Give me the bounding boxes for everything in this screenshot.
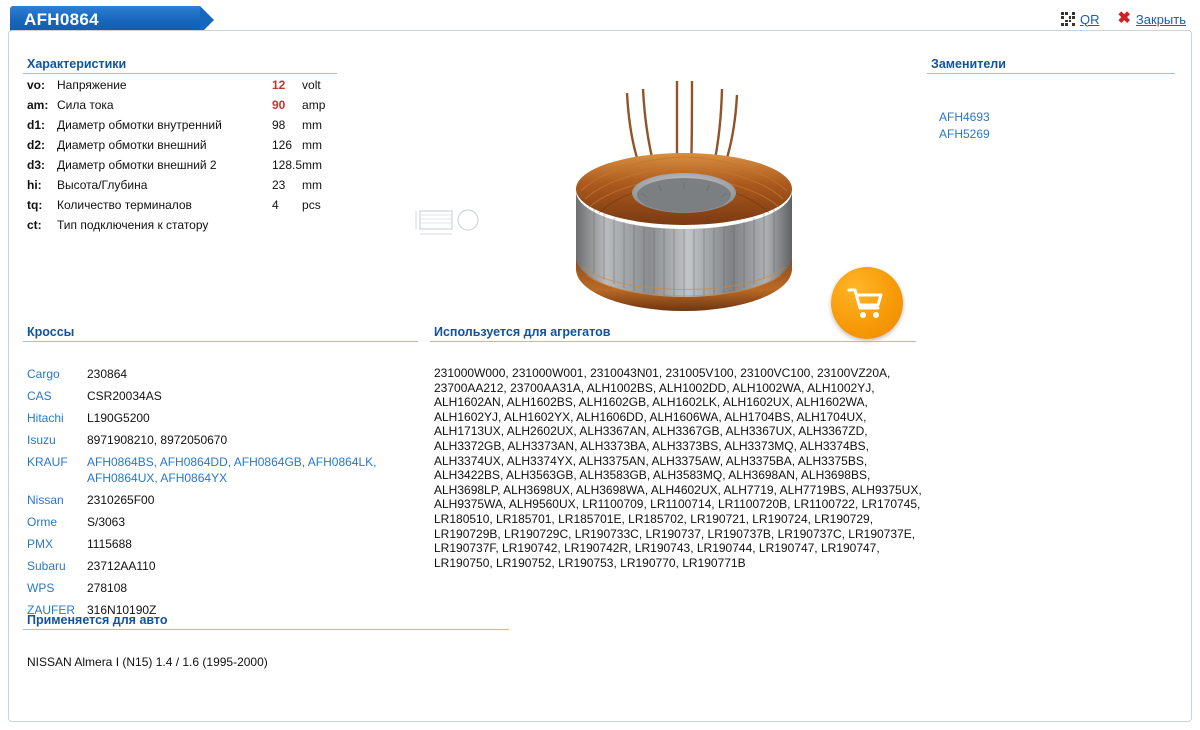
table-row (27, 95, 325, 115)
substitutes-list (939, 109, 990, 143)
char-label: Высота/Глубина (57, 178, 148, 192)
char-unit: mm (302, 158, 323, 172)
char-key: ct: (27, 218, 42, 232)
cross-brand[interactable]: ZAUFER (27, 603, 75, 617)
close-label[interactable]: Закрыть (1135, 11, 1186, 27)
cross-brand[interactable]: CAS (27, 389, 52, 403)
cross-brand[interactable]: Subaru (27, 559, 66, 573)
cross-brand[interactable]: Hitachi (27, 411, 64, 425)
char-key: d1: (27, 118, 45, 132)
char-key: tq: (27, 198, 43, 212)
cross-values: CSR20034AS (87, 389, 162, 403)
cross-values: 23712AA110 (87, 559, 156, 573)
char-key: d2: (27, 138, 45, 152)
crosses-heading: Кроссы (27, 325, 75, 339)
char-unit: amp (302, 98, 326, 112)
cross-brand[interactable]: PMX (27, 537, 54, 551)
table-row (27, 555, 432, 577)
char-label: Диаметр обмотки внутренний (57, 118, 222, 132)
char-unit: mm (302, 118, 323, 132)
char-label: Напряжение (57, 78, 127, 92)
cross-values: S/3063 (87, 515, 126, 529)
cross-brand[interactable]: KRAUF (27, 455, 68, 469)
cross-values: 278108 (87, 581, 128, 595)
characteristics-rule (23, 73, 337, 74)
cart-icon (847, 285, 887, 321)
table-row (27, 155, 325, 175)
dimension-thumbnail[interactable] (414, 203, 484, 239)
close-button[interactable] (1118, 11, 1186, 27)
char-label: Диаметр обмотки внешний 2 (57, 158, 217, 172)
cross-values: 2310265F00 (87, 493, 155, 507)
table-row (27, 451, 432, 489)
applies-rule (23, 629, 509, 630)
char-value: 98 (272, 118, 286, 132)
char-unit: volt (302, 78, 321, 92)
substitutes-rule (927, 73, 1175, 74)
cross-brand[interactable]: Orme (27, 515, 57, 529)
cross-brand[interactable]: Cargo (27, 367, 60, 381)
table-row (27, 533, 432, 555)
char-label: Тип подключения к статору (57, 218, 209, 232)
cross-values: 1115688 (87, 537, 132, 551)
table-row (27, 135, 325, 155)
aggregates-text: 231000W000, 231000W001, 2310043N01, 231005V100, 23100VC100, 23100VZ20A, 23700AA212, 23700AA31A, ALH1002BS, ALH1002DD, ALH1002WA, ALH1002YJ, ALH1602AN, ALH1602BS, ALH1602GB, ALH1602LK, ALH1602UX, ALH1602WA, ALH1602YJ, ALH1602YX, ALH1606DD, ALH1606WA, ALH1704BS, ALH1704UX, ALH1713UX, ALH2602UX, ALH3367AN, ALH3367GB, ALH3367UX, ALH3367ZD, ALH3372GB, ALH3373AN, ALH3373BA, ALH3373BS, ALH3373MQ, ALH3374BS, ALH3374UX, ALH3374YX, ALH3375AN, ALH3375AW, ALH3375BA, ALH3375BS, ALH3422BS, ALH3563GB, ALH3583GB, ALH3583MQ, ALH3698AN, ALH3698BS, ALH3698LP, ALH3698UX, ALH3698WA, ALH4602UX, ALH7719, ALH7719BS, ALH9375UX, ALH9375WA, ALH9560UX, LR1100709, LR1100714, LR1100720B, LR1100722, LR170745, LR180510, LR185701, LR185701E, LR185702, LR190721, LR190724, LR190729, LR190729B, LR190729C, LR190733C, LR190737, LR190737B, LR190737C, LR190737E, LR190737F, LR190742, LR190742R, LR190743, LR190744, LR190747, LR190747, LR190750, LR190752, LR190753, LR190770, LR190771B (434, 366, 922, 570)
table-row (27, 363, 432, 385)
characteristics-heading: Характеристики (27, 57, 127, 71)
aggregates-heading: Используется для агрегатов (434, 325, 611, 339)
list-item[interactable]: AFH4693 (939, 110, 990, 124)
applies-item: NISSAN Almera I (N15) 1.4 / 1.6 (1995-2000) (27, 655, 268, 669)
char-value: 4 (272, 198, 279, 212)
content-frame (8, 30, 1192, 722)
table-row (27, 489, 432, 511)
table-row (27, 407, 432, 429)
char-key: vo: (27, 78, 45, 92)
char-key: hi: (27, 178, 42, 192)
cross-values: L190G5200 (87, 411, 150, 425)
char-unit: mm (302, 178, 323, 192)
char-value: 12 (272, 78, 286, 92)
qr-button[interactable] (1061, 12, 1100, 27)
qr-icon (1061, 12, 1075, 26)
cross-values[interactable]: AFH0864BS, AFH0864DD, AFH0864GB, AFH0864LK, AFH0864UX, AFH0864YX (87, 455, 377, 485)
cross-values: 230864 (87, 367, 128, 381)
char-key: am: (27, 98, 49, 112)
char-value: 126 (272, 138, 293, 152)
table-row (27, 511, 432, 533)
char-value (272, 215, 302, 235)
crosses-table (27, 363, 432, 621)
aggregates-rule (430, 341, 916, 342)
char-label: Количество терминалов (57, 198, 192, 212)
top-right-actions (1061, 11, 1186, 27)
characteristics-table (27, 75, 325, 235)
list-item[interactable]: AFH5269 (939, 127, 990, 141)
table-row (27, 115, 325, 135)
applies-heading: Применяется для авто (27, 613, 168, 627)
cross-values: 316N10190Z (87, 603, 157, 617)
table-row (27, 215, 325, 235)
char-value: 90 (272, 98, 286, 112)
close-icon: ✖ (1117, 10, 1131, 27)
table-row (27, 75, 325, 95)
cross-brand[interactable]: Isuzu (27, 433, 56, 447)
char-unit: mm (302, 138, 323, 152)
crosses-rule (23, 341, 418, 342)
cross-brand[interactable]: Nissan (27, 493, 64, 507)
add-to-cart-button[interactable] (831, 267, 903, 339)
table-row (27, 429, 432, 451)
table-row (27, 175, 325, 195)
dimension-drawing-icon (414, 203, 484, 239)
char-label: Сила тока (57, 98, 114, 112)
substitutes-heading: Заменители (931, 57, 1006, 71)
char-value: 128.5 (272, 158, 303, 172)
qr-label[interactable]: QR (1080, 11, 1100, 27)
char-label: Диаметр обмотки внешний (57, 138, 207, 152)
table-row (27, 195, 325, 215)
page-title: AFH0864 (24, 10, 99, 29)
table-row (27, 385, 432, 407)
char-value: 23 (272, 178, 286, 192)
char-unit: pcs (302, 198, 321, 212)
table-row (27, 577, 432, 599)
char-unit (302, 215, 325, 235)
cross-brand[interactable]: WPS (27, 581, 55, 595)
cross-values: 8971908210, 8972050670 (87, 433, 228, 447)
char-key: d3: (27, 158, 45, 172)
